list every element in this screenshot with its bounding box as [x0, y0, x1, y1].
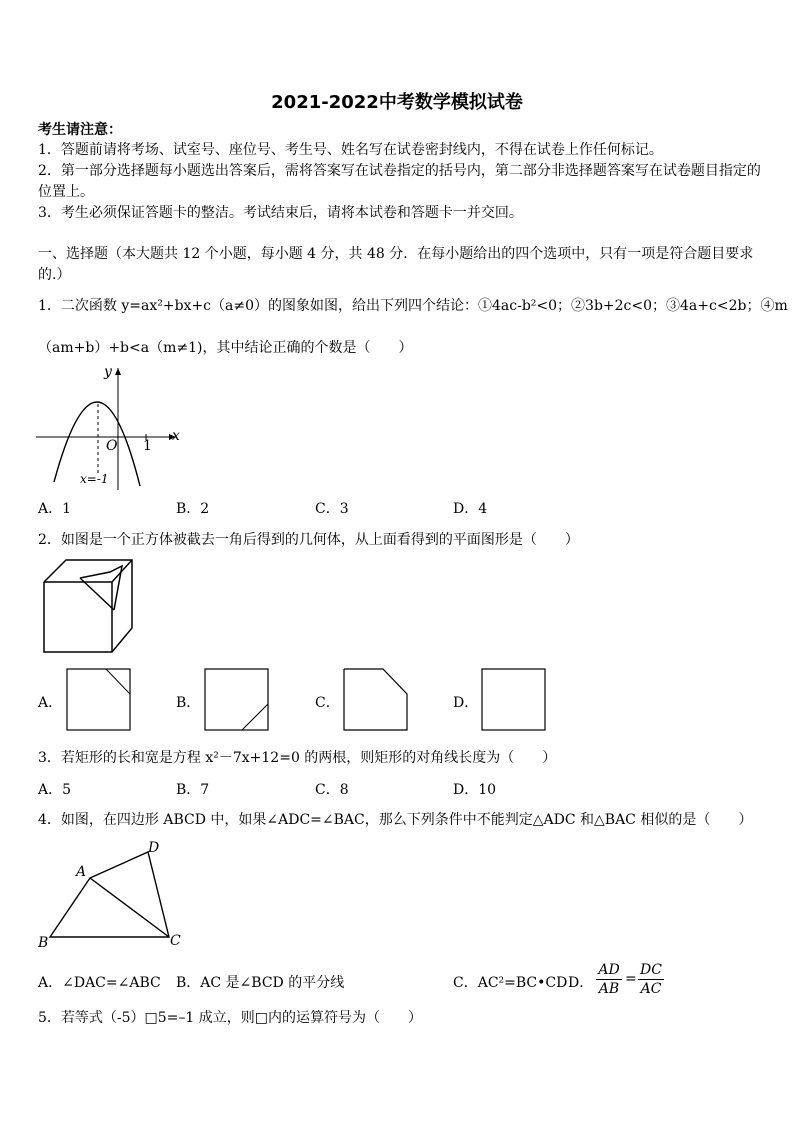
question-5-text: 5．若等式（-5）□5=–1 成立，则□内的运算符号为（ ）	[38, 1010, 422, 1026]
notice-heading: 考生请注意：	[38, 122, 122, 138]
notice-item-3: 3．考生必须保证答题卡的整洁。考试结束后，请将本试卷和答题卡一并交回。	[38, 205, 523, 221]
q4-option-c: C．AC²=BC•CD	[453, 975, 568, 991]
q1-option-b: B．2	[176, 501, 210, 517]
q2-option-b-figure	[204, 668, 270, 732]
fraction-equals: =	[625, 971, 637, 987]
q3-option-d: D．10	[453, 782, 497, 798]
q2-option-d-figure	[481, 668, 547, 732]
q4-option-d-label: D．	[568, 975, 594, 991]
graph-y-label: y	[104, 364, 112, 380]
q4-option-d-fraction-left	[596, 961, 622, 998]
q3-option-b: B．7	[176, 782, 210, 798]
q1-option-a: A．1	[38, 501, 72, 517]
q2-option-c-label: C．	[315, 695, 340, 711]
q1-option-d: D．4	[453, 501, 488, 517]
fraction-right-numerator: DC	[640, 962, 662, 978]
q3-option-a: A．5	[38, 782, 72, 798]
point-a-label: A	[76, 864, 87, 880]
graph-x-label: x	[172, 428, 180, 444]
graph-axis-label: x=-1	[80, 472, 109, 486]
question-1-text-cont: （am+b）+b<a（m≠1)，其中结论正确的个数是（ ）	[38, 340, 413, 356]
q2-option-b-label: B．	[176, 695, 201, 711]
question-2-text: 2．如图是一个正方体被截去一角后得到的几何体，从上面看得到的平面图形是（ ）	[38, 532, 579, 548]
notice-item-2-cont: 位置上。	[38, 184, 94, 200]
point-b-label: B	[38, 935, 49, 951]
fraction-left-denominator: AB	[596, 979, 622, 998]
point-c-label: C	[170, 933, 181, 949]
notice-item-1: 1．答题前请将考场、试室号、座位号、考生号、姓名写在试卷密封线内，不得在试卷上作任何标记。	[38, 142, 663, 158]
q2-option-a-figure	[66, 668, 132, 732]
q4-option-b: B．AC 是∠BCD 的平分线	[176, 975, 345, 991]
question-3-text: 3．若矩形的长和宽是方程 x²－7x+12=0 的两根，则矩形的对角线长度为（ ）	[38, 750, 557, 766]
q2-option-c-figure	[343, 668, 409, 732]
quadrilateral-figure	[36, 838, 186, 950]
page-title: 2021-2022中考数学模拟试卷	[271, 92, 523, 113]
section-heading: 一、选择题（本大题共 12 个小题，每小题 4 分，共 48 分．在每小题给出的四个选项中，只有一项是符合题目要求	[38, 246, 754, 262]
question-1-text: 1．二次函数 y=ax²+bx+c（a≠0）的图象如图，给出下列四个结论：①4ac-b²<0；②3b+2c<0；③4a+c<2b；④m	[38, 298, 788, 314]
q4-option-a: A．∠DAC=∠ABC	[38, 975, 161, 991]
fraction-left-numerator: AD	[598, 962, 620, 978]
q1-option-c: C．3	[315, 501, 349, 517]
q3-option-c: C．8	[315, 782, 349, 798]
notice-item-2: 2．第一部分选择题每小题选出答案后，需将答案写在试卷指定的括号内，第二部分非选择题答案写在试卷题目指定的	[38, 163, 761, 179]
section-heading-cont: 的.）	[38, 267, 71, 283]
question-4-text: 4．如图，在四边形 ABCD 中，如果∠ADC=∠BAC，那么下列条件中不能判定△ADC 和△BAC 相似的是（ ）	[38, 812, 753, 828]
graph-origin-label: O	[106, 438, 118, 454]
point-d-label: D	[148, 840, 160, 856]
graph-one-label: 1	[143, 438, 152, 454]
q4-option-d-fraction-right	[638, 961, 664, 998]
cut-cube-figure	[42, 558, 138, 654]
parabola-graph	[36, 364, 186, 492]
fraction-right-denominator: AC	[638, 979, 664, 998]
q2-option-a-label: A．	[38, 695, 63, 711]
q2-option-d-label: D．	[453, 695, 479, 711]
